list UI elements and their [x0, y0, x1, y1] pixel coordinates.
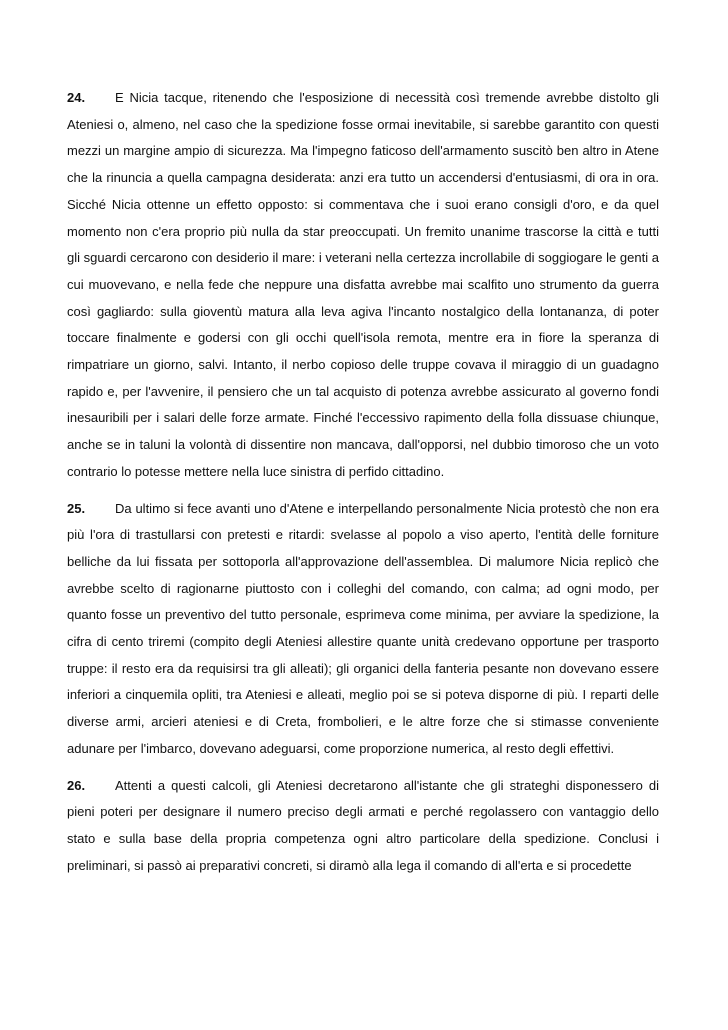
- paragraph-number: 26.: [67, 777, 86, 793]
- paragraph-25: [67, 496, 659, 763]
- paragraph-number: 24.: [67, 90, 86, 105]
- paragraph-26: [67, 773, 659, 880]
- paragraph-text: Attenti a questi calcoli, gli Ateniesi decretarono all'istante che gli strateghi disponessero di pieni poteri per designare il numero preciso degli armati e perché regolassero con vantaggio dello stato e sulla base della propria competenza ogni altro particolare della spedizione. Conclusi i preliminari, si passò ai preparativi concreti, si diramò alla lega il comando di all'erta e si procedette: [67, 777, 659, 873]
- paragraph-text: E Nicia tacque, ritenendo che l'esposizione di necessità così tremende avrebbe distolto gli Ateniesi o, almeno, nel caso che la spedizione fosse ormai inevitabile, si sarebbe garantito con questi mezzi un margine ampio di sicurezza. Ma l'impegno faticoso dell'armamento suscitò ben altro in Atene che la rinuncia a quella campagna desiderata: anzi era tutto un accendersi d'entusiasmi, di ora in ora. Sicché Nicia ottenne un effetto opposto: si commentava che i suoi erano consigli d'oro, e da quel momento non c'era proprio più nulla da star preoccupati. Un fremito unanime trascorse la città e tutti gli sguardi cercarono con desiderio il mare: i veterani nella certezza incrollabile di soggiogare le genti a cui muovevano, e nella fede che neppure una disfatta avrebbe mai scalfito uno strumento da guerra così gagliardo: sulla gioventù matura alla leva agiva l'incanto nostalgico della lontananza, di poter toccare finalmente e godersi con gli occhi quell'isola remota, mentre era in fiore la speranza di rimpatriare un giorno, salvi. Intanto, il nerbo copioso delle truppe covava il miraggio di un guadagno rapido e, per l'avvenire, il pensiero che un tal acquisto di potenza avrebbe assicurato al governo fondi inesauribili per i salari delle forze armate. Finché l'eccessivo rapimento della folla dissuase chiunque, anche se in taluni la volontà di dissentire non mancava, dall'opporsi, nel dubbio timoroso che un voto contrario lo potesse mettere nella luce sinistra di perfido cittadino.: [67, 90, 659, 479]
- paragraph-number: 25.: [67, 500, 86, 516]
- paragraph-text: Da ultimo si fece avanti uno d'Atene e interpellando personalmente Nicia protestò che non era più l'ora di trastullarsi con pretesti e ritardi: svelasse al popolo a viso aperto, l'entità delle forniture belliche da lui fissata per sottoporla all'approvazione dell'assemblea. Di malumore Nicia replicò che avrebbe scelto di ragionarne piuttosto con i colleghi del comando, con calma; ad ogni modo, per quanto fosse un preventivo del tutto personale, esprimeva come minima, per avviare la spedizione, la cifra di cento triremi (compito degli Ateniesi allestire quante unità credevano opportune per trasporto truppe: il resto era da requisirsi tra gli alleati); gli organici della fanteria pesante non dovevano essere inferiori a cinquemila opliti, tra Ateniesi e alleati, meglio poi se si poteva disporne di più. I reparti delle diverse armi, arcieri ateniesi e di Creta, frombolieri, e le altre forze che si stimasse conveniente adunare per l'imbarco, dovevano adeguarsi, come proporzione numerica, al resto degli effettivi.: [67, 500, 659, 756]
- document-body: [67, 85, 659, 889]
- paragraph-24: [67, 85, 659, 486]
